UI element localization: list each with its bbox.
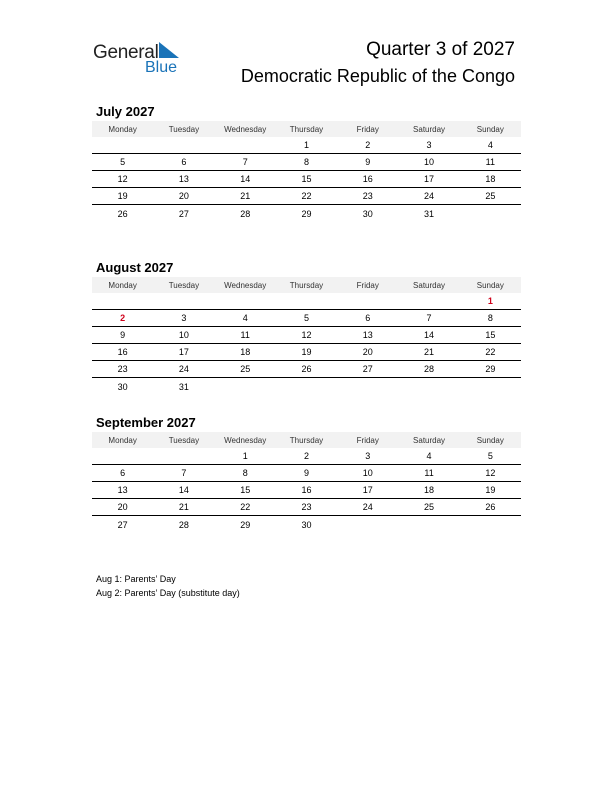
day-cell: 3 (426, 140, 432, 150)
day-cell: 24 (178, 364, 189, 374)
weekday-label: Saturday (413, 280, 446, 290)
weekday-label: Thursday (289, 435, 324, 445)
generalblue-logo (93, 40, 193, 80)
day-cell: 26 (301, 364, 312, 374)
day-cell: 23 (362, 191, 373, 201)
day-cell: 5 (303, 313, 309, 323)
day-cell: 11 (424, 468, 434, 478)
day-cell: 5 (487, 451, 493, 461)
month-august (92, 258, 521, 395)
weekday-label: Sunday (476, 124, 504, 134)
weekday-label: Wednesday (224, 124, 267, 134)
holiday-day-cell: 1 (487, 296, 493, 306)
day-cell: 14 (424, 330, 435, 340)
day-cell: 27 (178, 208, 189, 219)
day-cell: 8 (242, 468, 248, 478)
day-cell: 18 (240, 347, 251, 357)
day-cell: 20 (178, 191, 189, 201)
day-cell: 10 (362, 468, 373, 478)
day-cell: 4 (426, 451, 432, 461)
weekday-header (92, 277, 521, 293)
week-row (92, 171, 521, 188)
day-cell: 29 (240, 519, 251, 530)
day-cell: 12 (117, 174, 128, 184)
weekday-label: Tuesday (168, 124, 200, 134)
day-cell: 28 (178, 519, 189, 530)
month-july (92, 102, 521, 222)
logo-word-general: General (93, 42, 159, 63)
day-cell: 8 (487, 313, 493, 323)
day-cell: 6 (120, 468, 126, 478)
day-cell: 28 (424, 364, 435, 374)
page-subtitle: Democratic Republic of the Congo (240, 66, 515, 86)
weekday-label: Monday (108, 435, 137, 445)
day-cell: 14 (240, 174, 251, 184)
day-cell: 19 (485, 485, 496, 495)
week-row (92, 516, 521, 533)
week-row (92, 188, 521, 205)
day-cell: 19 (117, 191, 128, 201)
week-row (92, 344, 521, 361)
weekday-label: Wednesday (224, 435, 267, 445)
day-cell: 14 (178, 485, 189, 495)
day-cell: 16 (362, 174, 373, 184)
day-cell: 22 (240, 502, 251, 512)
day-cell: 1 (242, 451, 248, 461)
weekday-label: Thursday (289, 280, 324, 290)
day-cell: 15 (301, 174, 312, 184)
week-row (92, 465, 521, 482)
day-cell: 29 (485, 364, 496, 374)
day-cell: 18 (485, 174, 496, 184)
month-title: September 2027 (96, 415, 196, 430)
month-september (92, 413, 521, 533)
day-cell: 18 (424, 485, 435, 495)
day-cell: 27 (117, 519, 128, 530)
weekday-label: Thursday (289, 124, 324, 134)
day-cell: 19 (301, 347, 312, 357)
day-cell: 24 (424, 191, 435, 201)
week-row (92, 137, 521, 154)
weekday-label: Monday (108, 124, 137, 134)
day-cell: 29 (301, 208, 312, 219)
week-row (92, 361, 521, 378)
day-cell: 3 (181, 313, 187, 323)
day-cell: 24 (362, 502, 373, 512)
holiday-day-cell: 2 (120, 313, 126, 323)
day-cell: 30 (117, 381, 128, 392)
day-cell: 5 (120, 157, 126, 167)
day-cell: 22 (485, 347, 496, 357)
week-row (92, 327, 521, 344)
day-cell: 9 (120, 330, 126, 340)
day-cell: 15 (485, 330, 496, 340)
weekday-label: Saturday (413, 435, 446, 445)
day-cell: 26 (117, 208, 128, 219)
day-cell: 8 (303, 157, 309, 167)
day-cell: 27 (362, 364, 373, 374)
day-cell: 25 (485, 191, 496, 201)
day-cell: 21 (240, 191, 251, 201)
logo-flag-icon (159, 42, 181, 60)
day-cell: 6 (181, 157, 187, 167)
day-cell: 30 (301, 519, 312, 530)
weekday-label: Sunday (476, 435, 504, 445)
calendar-grid (92, 137, 521, 222)
day-cell: 13 (178, 174, 189, 184)
day-cell: 16 (117, 347, 128, 357)
day-cell: 20 (362, 347, 373, 357)
weekday-label: Monday (108, 280, 137, 290)
week-row (92, 154, 521, 171)
day-cell: 11 (240, 330, 250, 340)
day-cell: 28 (240, 208, 251, 219)
note-item: Aug 2: Parents’ Day (substitute day) (96, 588, 240, 598)
day-cell: 13 (362, 330, 373, 340)
day-cell: 7 (181, 468, 187, 478)
day-cell: 15 (240, 485, 251, 495)
weekday-label: Wednesday (224, 280, 267, 290)
weekday-label: Saturday (413, 124, 446, 134)
day-cell: 17 (362, 485, 373, 495)
calendar-grid (92, 448, 521, 533)
week-row (92, 310, 521, 327)
day-cell: 6 (365, 313, 371, 323)
day-cell: 21 (424, 347, 435, 357)
logo-word-blue: Blue (145, 59, 178, 76)
day-cell: 22 (301, 191, 312, 201)
day-cell: 7 (242, 157, 248, 167)
month-title: July 2027 (96, 104, 155, 119)
day-cell: 3 (365, 451, 371, 461)
day-cell: 2 (365, 140, 371, 150)
holiday-notes (96, 572, 240, 600)
week-row (92, 378, 521, 395)
weekday-label: Tuesday (168, 280, 200, 290)
day-cell: 16 (301, 485, 312, 495)
week-row (92, 293, 521, 310)
week-row (92, 205, 521, 222)
note-item: Aug 1: Parents’ Day (96, 574, 176, 584)
day-cell: 30 (362, 208, 373, 219)
day-cell: 9 (303, 468, 309, 478)
weekday-header (92, 121, 521, 137)
day-cell: 21 (178, 502, 189, 512)
day-cell: 23 (117, 364, 128, 374)
weekday-label: Friday (356, 435, 379, 445)
calendar-grid (92, 293, 521, 395)
weekday-label: Friday (356, 280, 379, 290)
day-cell: 17 (424, 174, 435, 184)
day-cell: 10 (178, 330, 189, 340)
day-cell: 25 (424, 502, 435, 512)
day-cell: 26 (485, 502, 496, 512)
week-row (92, 448, 521, 465)
day-cell: 25 (240, 364, 251, 374)
page-title: Quarter 3 of 2027 (366, 39, 515, 60)
day-cell: 13 (117, 485, 128, 495)
day-cell: 10 (424, 157, 435, 167)
day-cell: 23 (301, 502, 312, 512)
week-row (92, 482, 521, 499)
day-cell: 20 (117, 502, 128, 512)
day-cell: 31 (424, 208, 435, 219)
weekday-label: Sunday (476, 280, 504, 290)
day-cell: 17 (178, 347, 189, 357)
month-title: August 2027 (96, 260, 174, 275)
weekday-label: Tuesday (168, 435, 200, 445)
week-row (92, 499, 521, 516)
day-cell: 7 (426, 313, 432, 323)
day-cell: 9 (365, 157, 371, 167)
day-cell: 31 (178, 381, 189, 392)
day-cell: 12 (301, 330, 312, 340)
day-cell: 4 (242, 313, 248, 323)
day-cell: 12 (485, 468, 496, 478)
weekday-header (92, 432, 521, 448)
day-cell: 11 (485, 157, 495, 167)
day-cell: 4 (487, 140, 493, 150)
weekday-label: Friday (356, 124, 379, 134)
day-cell: 1 (303, 140, 309, 150)
day-cell: 2 (303, 451, 309, 461)
